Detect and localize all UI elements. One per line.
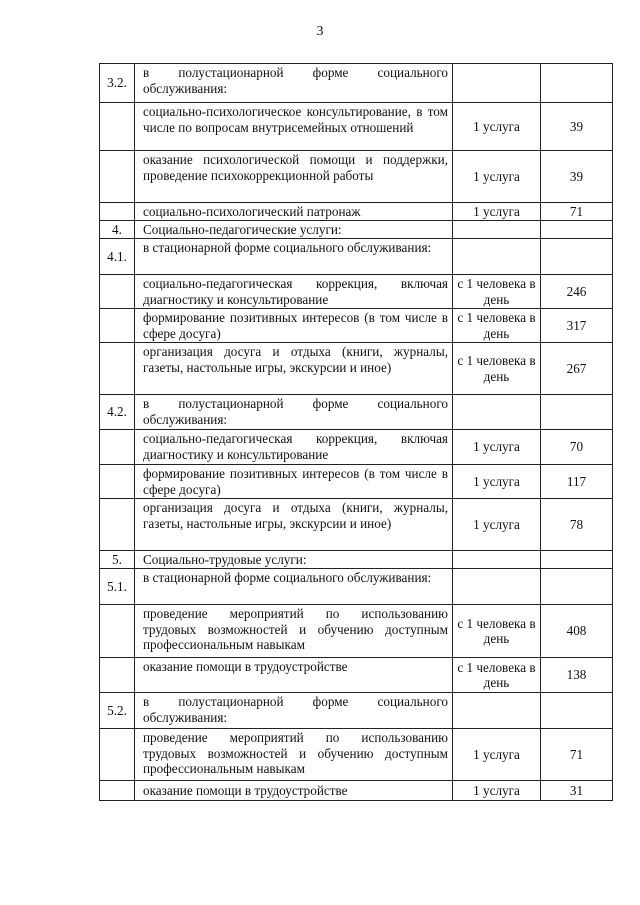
price-cell: 39 — [541, 151, 613, 203]
item-number-cell — [100, 103, 135, 151]
table-row — [100, 781, 613, 801]
price-cell — [541, 64, 613, 103]
services-table — [99, 63, 613, 801]
item-number-cell — [100, 203, 135, 221]
table-row — [100, 569, 613, 605]
item-number-cell — [100, 605, 135, 658]
page-number: 3 — [316, 24, 324, 39]
unit-cell: 1 услуга — [453, 103, 541, 151]
price-cell: 138 — [541, 658, 613, 693]
service-name-cell: организация досуга и отдыха (книги, журналы, газеты, настольные игры, экскурсии и иное) — [135, 343, 453, 395]
item-number-cell — [100, 151, 135, 203]
price-cell: 71 — [541, 729, 613, 781]
item-number-cell — [100, 343, 135, 395]
unit-cell — [453, 64, 541, 103]
table-row — [100, 465, 613, 499]
item-number-cell: 5. — [100, 551, 135, 569]
table-row — [100, 309, 613, 343]
service-name-cell: в стационарной форме социального обслуживания: — [135, 569, 453, 605]
service-name-cell: в полустационарной форме социального обслуживания: — [135, 395, 453, 430]
service-name-cell: социально-психологический патронаж — [135, 203, 453, 221]
service-name-cell: проведение мероприятий по использованию трудовых возможностей и обучению доступным профессиональным навыкам — [135, 605, 453, 658]
unit-cell — [453, 693, 541, 729]
price-cell — [541, 693, 613, 729]
table-row — [100, 658, 613, 693]
unit-cell: с 1 человека в день — [453, 309, 541, 343]
unit-cell: с 1 человека в день — [453, 275, 541, 309]
service-name-cell: формирование позитивных интересов (в том числе в сфере досуга) — [135, 309, 453, 343]
table-row — [100, 221, 613, 239]
price-cell: 78 — [541, 499, 613, 551]
table-row — [100, 151, 613, 203]
service-name-cell: организация досуга и отдыха (книги, журналы, газеты, настольные игры, экскурсии и иное) — [135, 499, 453, 551]
unit-cell: 1 услуга — [453, 203, 541, 221]
table-row — [100, 343, 613, 395]
unit-cell — [453, 551, 541, 569]
price-cell: 317 — [541, 309, 613, 343]
unit-cell — [453, 239, 541, 275]
price-cell: 39 — [541, 103, 613, 151]
item-number-cell — [100, 275, 135, 309]
service-name-cell: в стационарной форме социального обслуживания: — [135, 239, 453, 275]
price-cell: 71 — [541, 203, 613, 221]
unit-cell: с 1 человека в день — [453, 605, 541, 658]
service-name-cell: социально-педагогическая коррекция, включая диагностику и консультирование — [135, 275, 453, 309]
item-number-cell: 5.1. — [100, 569, 135, 605]
price-cell: 246 — [541, 275, 613, 309]
table-row — [100, 729, 613, 781]
table-row — [100, 64, 613, 103]
price-cell: 117 — [541, 465, 613, 499]
item-number-cell: 4.1. — [100, 239, 135, 275]
unit-cell: 1 услуга — [453, 151, 541, 203]
service-name-cell: в полустационарной форме социального обслуживания: — [135, 64, 453, 103]
price-cell — [541, 239, 613, 275]
item-number-cell: 4.2. — [100, 395, 135, 430]
item-number-cell — [100, 309, 135, 343]
unit-cell: 1 услуга — [453, 729, 541, 781]
price-cell: 408 — [541, 605, 613, 658]
table-row — [100, 551, 613, 569]
service-name-cell: социально-педагогическая коррекция, включая диагностику и консультирование — [135, 430, 453, 465]
unit-cell: 1 услуга — [453, 499, 541, 551]
service-name-cell: оказание помощи в трудоустройстве — [135, 658, 453, 693]
service-name-cell: оказание психологической помощи и поддержки, проведение психокоррекционной работы — [135, 151, 453, 203]
service-name-cell: проведение мероприятий по использованию трудовых возможностей и обучению доступным профессиональным навыкам — [135, 729, 453, 781]
service-name-cell: в полустационарной форме социального обслуживания: — [135, 693, 453, 729]
price-cell: 267 — [541, 343, 613, 395]
item-number-cell — [100, 729, 135, 781]
price-cell: 31 — [541, 781, 613, 801]
unit-cell: 1 услуга — [453, 781, 541, 801]
price-cell — [541, 395, 613, 430]
price-cell — [541, 551, 613, 569]
item-number-cell — [100, 499, 135, 551]
unit-cell: с 1 человека в день — [453, 343, 541, 395]
table-row — [100, 395, 613, 430]
item-number-cell — [100, 658, 135, 693]
service-name-cell: Социально-педагогические услуги: — [135, 221, 453, 239]
price-cell: 70 — [541, 430, 613, 465]
unit-cell — [453, 221, 541, 239]
unit-cell: с 1 человека в день — [453, 658, 541, 693]
unit-cell — [453, 569, 541, 605]
item-number-cell: 5.2. — [100, 693, 135, 729]
table-row — [100, 605, 613, 658]
table-row — [100, 430, 613, 465]
table-row — [100, 203, 613, 221]
price-cell — [541, 221, 613, 239]
service-name-cell: формирование позитивных интересов (в том числе в сфере досуга) — [135, 465, 453, 499]
table-row — [100, 499, 613, 551]
unit-cell: 1 услуга — [453, 465, 541, 499]
item-number-cell — [100, 430, 135, 465]
item-number-cell — [100, 781, 135, 801]
unit-cell — [453, 395, 541, 430]
item-number-cell — [100, 465, 135, 499]
item-number-cell: 3.2. — [100, 64, 135, 103]
unit-cell: 1 услуга — [453, 430, 541, 465]
price-cell — [541, 569, 613, 605]
table-row — [100, 239, 613, 275]
service-name-cell: социально-психологическое консультирование, в том числе по вопросам внутрисемейных отношений — [135, 103, 453, 151]
item-number-cell: 4. — [100, 221, 135, 239]
service-name-cell: оказание помощи в трудоустройстве — [135, 781, 453, 801]
table-row — [100, 275, 613, 309]
table-row — [100, 103, 613, 151]
service-name-cell: Социально-трудовые услуги: — [135, 551, 453, 569]
table-row — [100, 693, 613, 729]
